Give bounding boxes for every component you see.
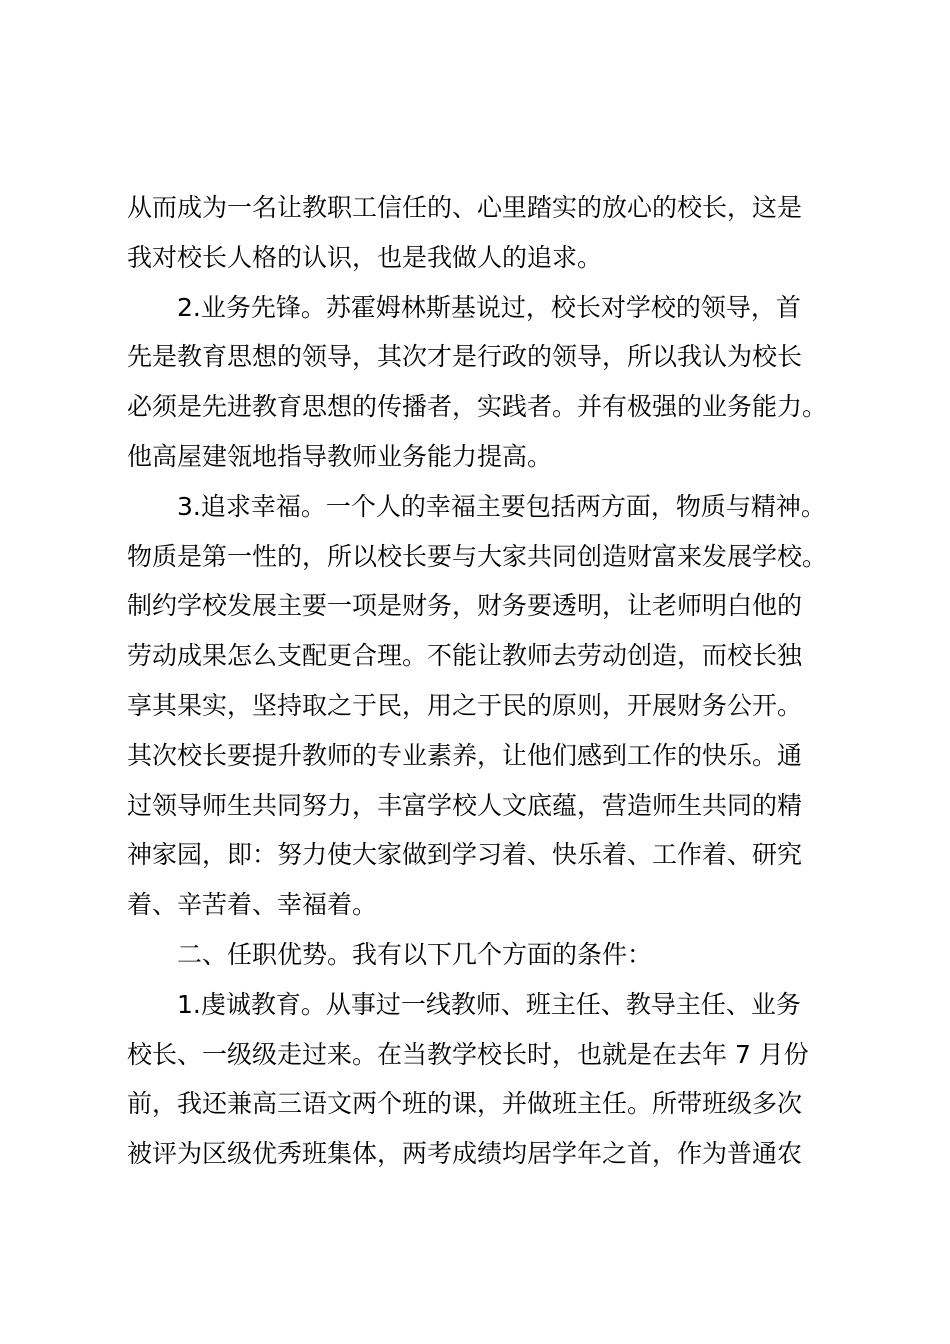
text-line: 神家园，即：努力使大家做到学习着、快乐着、工作着、研究 — [127, 840, 803, 870]
text-line: 必须是先进教育思想的传播者，实践者。并有极强的业务能力。 — [127, 392, 828, 422]
text-line: 被评为区级优秀班集体，两考成绩均居学年之首，作为普通农 — [127, 1139, 803, 1169]
text-line: 2.业务先锋。苏霍姆林斯基说过，校长对学校的领导，首 — [177, 292, 801, 322]
text-line: 其次校长要提升教师的专业素养，让他们感到工作的快乐。通 — [127, 740, 803, 770]
text-line: 制约学校发展主要一项是财务，财务要透明，让老师明白他的 — [127, 591, 803, 621]
text-line: 物质是第一性的，所以校长要与大家共同创造财富来发展学校。 — [127, 541, 828, 571]
text-line: 二、任职优势。我有以下几个方面的条件： — [177, 939, 653, 969]
text-line: 他高屋建瓴地指导教师业务能力提高。 — [127, 441, 553, 471]
text-line: 校长、一级级走过来。在当教学校长时，也就是在去年 7 月份 — [127, 1039, 809, 1069]
text-line: 3.追求幸福。一个人的幸福主要包括两方面，物质与精神。 — [177, 491, 826, 521]
text-line: 从而成为一名让教职工信任的、心里踏实的放心的校长，这是 — [127, 193, 803, 222]
text-line: 享其果实，坚持取之于民，用之于民的原则，开展财务公开。 — [127, 690, 803, 720]
text-line: 前，我还兼高三语文两个班的课，并做班主任。所带班级多次 — [127, 1089, 803, 1119]
text-line: 我对校长人格的认识，也是我做人的追求。 — [127, 242, 603, 272]
text-line: 劳动成果怎么支配更合理。不能让教师去劳动创造，而校长独 — [127, 641, 803, 671]
document-body — [127, 183, 847, 1179]
text-line: 过领导师生共同努力，丰富学校人文底蕴，营造师生共同的精 — [127, 790, 803, 820]
text-line: 1.虔诚教育。从事过一线教师、班主任、教导主任、业务 — [177, 989, 801, 1019]
text-line: 着、辛苦着、幸福着。 — [127, 890, 378, 920]
text-line: 先是教育思想的领导，其次才是行政的领导，所以我认为校长 — [127, 342, 803, 372]
